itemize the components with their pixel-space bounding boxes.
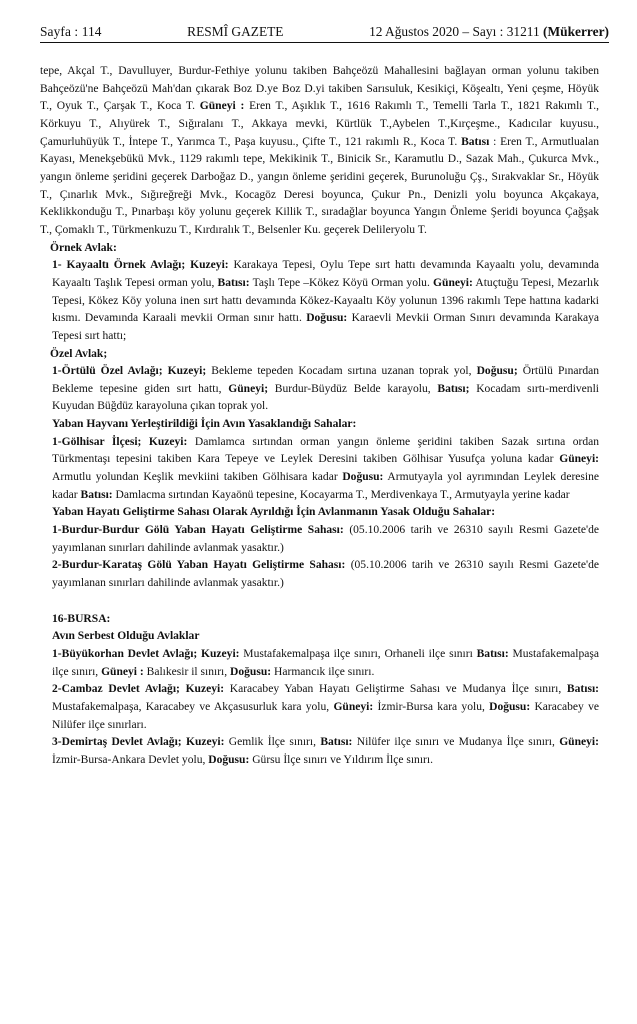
bursa-item-3-text-3: İzmir-Bursa-Ankara Devlet yolu, bbox=[52, 753, 206, 766]
ozel-avlak-item bbox=[40, 363, 599, 416]
bursa-item-3-text-4: Gürsu İlçe sınırı ve Yıldırım İlçe sınırı. bbox=[252, 753, 433, 766]
yaban-item-title: 1-Gölhisar İlçesi; Kuzeyi: bbox=[52, 435, 188, 448]
continuation-paragraph bbox=[40, 63, 599, 240]
bursa-item-3 bbox=[40, 734, 599, 769]
issue-info bbox=[369, 24, 609, 40]
ornek-item-text-4: Karaevli Mevkii Orman Sınırı devamında Karakaya Tepesi sırt hattı; bbox=[52, 312, 600, 342]
bursa-item-2-label-south: Güneyi: bbox=[333, 700, 374, 713]
bursa-item-1-text-3: Balıkesir il sınırı, bbox=[146, 665, 228, 678]
ornek-label-west: Batısı: bbox=[217, 276, 250, 289]
bursa-item-3-title: 3-Demirtaş Devlet Avlağı; Kuzeyi: bbox=[52, 736, 225, 749]
bursa-item-1-text-2: Mustafakemalpaşa ilçe sınırı, bbox=[52, 648, 600, 678]
bursa-heading: 16-BURSA: bbox=[52, 612, 111, 625]
bursa-item-1-label-east: Doğusu: bbox=[230, 665, 272, 678]
page-header bbox=[40, 18, 609, 40]
bursa-item-2-text-4: Karacabey ve Nilüfer ilçe sınırları. bbox=[52, 700, 599, 731]
bursa-subheading: Avın Serbest Olduğu Avlaklar bbox=[52, 630, 200, 643]
ornek-avlak-heading: Örnek Avlak: bbox=[50, 241, 117, 254]
bursa-item-2-label-east: Doğusu: bbox=[489, 700, 531, 713]
gelistirme-item-2 bbox=[40, 557, 599, 592]
bursa-item-2 bbox=[40, 681, 599, 734]
ozel-label-east: Doğusu; bbox=[476, 365, 518, 378]
continuation-text-2: Eren T., Aşıklık T., 1616 Rakımlı T., Temelli Tarla T., 1821 Rakımlı T., Körkuyu T., Alıyürek T., Sığıralanı T., Akkaya mevki, Kürtlük T.,Aybelen T.,Kırçeşme., Kadıcılar kuyusu., Çamurluhüyük T., İntepe T., Yarımca T., Paşa kuyusu., Çifte T., 121 rakımlı R., Koca T. bbox=[40, 100, 600, 148]
ornek-item-title: 1- Kayaaltı Örnek Avlağı; Kuzeyi: bbox=[52, 259, 229, 272]
gelistirme-item-1-title: 1-Burdur-Burdur Gölü Yaban Hayatı Geliştirme Sahası: bbox=[52, 524, 344, 537]
ozel-item-title: 1-Örtülü Özel Avlağı; Kuzeyi; bbox=[52, 365, 207, 378]
bursa-item-2-text-2: Mustafakemalpaşa, Karacabey ve Akçasusurluk kara yolu, bbox=[52, 700, 330, 713]
ozel-label-west: Batısı; bbox=[437, 382, 470, 395]
ozel-item-text-1: Bekleme tepeden Kocadam sırtına uzanan toprak yol, bbox=[211, 365, 472, 378]
yaban-hayvani-item bbox=[40, 434, 599, 505]
yaban-label-south: Güneyi: bbox=[559, 453, 599, 466]
gelistirme-item-2-title: 2-Burdur-Karataş Gölü Yaban Hayatı Geliştirme Sahası: bbox=[52, 559, 346, 572]
ornek-item-text-3: Atuçtuğu Tepesi, Mezarlık Tepesi, Kökez Köy yoluna inen sırt hattı devamında Kökez-Kayaaltı Köy yolunun 1396 rakımlı Tepe hattına kadarki kısmı. Devamında Karaali mevkii Orman sınır hattı. bbox=[52, 276, 600, 325]
gelistirme-item-1-text: (05.10.2006 tarih ve 26310 sayılı Resmi Gazete'de yayımlanan sınırları dahilinde avlanmak yasaktır.) bbox=[52, 524, 599, 554]
gazette-name: RESMÎ GAZETE bbox=[187, 24, 284, 39]
ozel-item-text-3: Burdur-Büydüz Belde karayolu, bbox=[274, 382, 431, 395]
continuation-text-1: tepe, Akçal T., Davulluyer, Burdur-Fethiye yolunu takiben Bahçeözü Mahallesini bağlayan orman yolunu takiben Bahçeözü'ne Bahçeözü Mah'dan çıkarak Boz D.ye Boz D.yi takiben Sarısuluk, Kesikiçi, Köşealtı, Yeni çeşme, Höyük T., Oyuk T., Çarşak T., Koca T. bbox=[40, 65, 599, 113]
bursa-item-2-label-west: Batısı: bbox=[566, 683, 599, 696]
bursa-item-1 bbox=[40, 646, 599, 681]
ornek-avlak-item bbox=[40, 257, 599, 345]
ozel-item-text-2: Örtülü Pınardan Bekleme tepesine giden sırt hattı, bbox=[52, 365, 600, 395]
bursa-item-1-text-4: Harmancık ilçe sınırı. bbox=[274, 665, 375, 678]
continuation-label-west: Batısı bbox=[461, 135, 490, 148]
bursa-item-3-text-2: Nilüfer ilçe sınırı ve Mudanya İlçe sınırı, bbox=[356, 736, 555, 749]
yaban-label-west: Batısı: bbox=[80, 488, 113, 501]
gelistirme-item-2-text: (05.10.2006 tarih ve 26310 sayılı Resmi Gazete'de yayımlanan sınırları dahilinde avlanmak yasaktır.) bbox=[52, 559, 599, 590]
gelistirme-item-1 bbox=[40, 522, 599, 557]
bursa-item-1-text-1: Mustafakemalpaşa ilçe sınırı, Orhaneli ilçe sınırı bbox=[243, 648, 473, 660]
bursa-item-3-label-east: Doğusu: bbox=[208, 753, 250, 766]
ozel-avlak-heading: Özel Avlak; bbox=[50, 347, 108, 360]
yaban-hayvani-heading: Yaban Hayvanı Yerleştirildiği İçin Avın Yasaklandığı Sahalar: bbox=[52, 418, 357, 431]
page-number: Sayfa : 114 bbox=[40, 24, 102, 39]
section-gap bbox=[40, 593, 599, 611]
bursa-item-3-label-south: Güneyi: bbox=[559, 736, 599, 749]
issue-note: (Mükerrer) bbox=[543, 24, 609, 39]
ornek-item-text-2: Taşlı Tepe –Kökez Köyü Orman yolu. bbox=[252, 276, 430, 289]
ornek-label-east: Doğusu: bbox=[306, 312, 348, 325]
bursa-item-1-label-south: Güneyi : bbox=[101, 665, 144, 678]
issue-date: 12 Ağustos 2020 – Sayı : 31211 bbox=[369, 24, 540, 39]
yaban-item-text-3: Armutyayla yol ayrımından Leylek deresine kadar bbox=[52, 471, 600, 501]
ozel-label-south: Güneyi; bbox=[228, 382, 269, 395]
yaban-item-text-1: Damlamca sırtından orman yangın önleme şeridini takiben Sazak sırtına ordan Türkmentaşı tepesini takiben Kara Tepeye ve Leylek Deresini takiben Gölhisar Yusufça yoluna kadar bbox=[52, 435, 600, 466]
continuation-text-3: : Eren T., Armutlualan Kayası, Menekşebükü Mvk., 1129 rakımlı tepe, Mekikinik T., Binicik Sr., Karamutlu D., Sazak Mah., Çukurca Mvk., yangın önleme şeridini geçerek Darboğaz D., yangın önleme şeridini geçerek, Burunoluğu Çş., Sırakvaklar Sr., Höyük T., Çınarlık Mvk., Sığıreğreği Mvk., Kocagöz Deresi boyunca, Çukur Pn., Denizli yolu boyunca Akçakaya, Keklikkonduğu T., Pınarbaşı köy yolunu geçerek Killik T., sıradağlar boyunca Yangın Önleme Şeridi boyunca Çağşak T., Çomaklı T., Türkmenkuzu T., Kırdıralık T., Belsenler Ku. geçerek Delileryolu T. bbox=[40, 135, 600, 236]
yaban-label-east: Doğusu: bbox=[342, 471, 384, 484]
bursa-item-2-text-3: İzmir-Bursa kara yolu, bbox=[377, 700, 485, 713]
bursa-item-1-title: 1-Büyükorhan Devlet Avlağı; Kuzeyi: bbox=[52, 648, 240, 660]
document-body bbox=[40, 63, 599, 770]
gelistirme-heading: Yaban Hayatı Geliştirme Sahası Olarak Ayrıldığı İçin Avlanmanın Yasak Olduğu Sahalar: bbox=[52, 506, 496, 519]
continuation-label-south: Güneyi : bbox=[199, 100, 245, 113]
ornek-item-text-1: Karakaya Tepesi, Oylu Tepe sırt hattı devamında Kayaaltı yolu, devamında Kayaaltı Taşlık Tepesi orman yolu, bbox=[52, 259, 599, 289]
bursa-item-3-text-1: Gemlik İlçe sınırı, bbox=[228, 736, 316, 749]
header-rule bbox=[40, 42, 609, 43]
bursa-item-2-text-1: Karacabey Yaban Hayatı Geliştirme Sahası ve Mudanya İlçe sınırı, bbox=[229, 683, 562, 696]
bursa-item-2-title: 2-Cambaz Devlet Avlağı; Kuzeyi: bbox=[52, 683, 225, 696]
bursa-item-3-label-west: Batısı: bbox=[320, 736, 353, 749]
ornek-label-south: Güneyi: bbox=[433, 276, 473, 289]
ozel-item-text-4: Kocadam sırtı-merdivenli Kuyudan Büğdüz karayoluna çıkan toprak yol. bbox=[52, 382, 599, 413]
yaban-item-text-2: Armutlu yolundan Keşlik mevkiini takiben Gölhisara kadar bbox=[52, 471, 338, 484]
yaban-item-text-4: Damlacma sırtından Kayaönü tepesine, Kocayarma T., Merdivenkaya T., Armutyayla yerine kadar bbox=[115, 488, 570, 501]
bursa-item-1-label-west: Batısı: bbox=[476, 648, 509, 660]
